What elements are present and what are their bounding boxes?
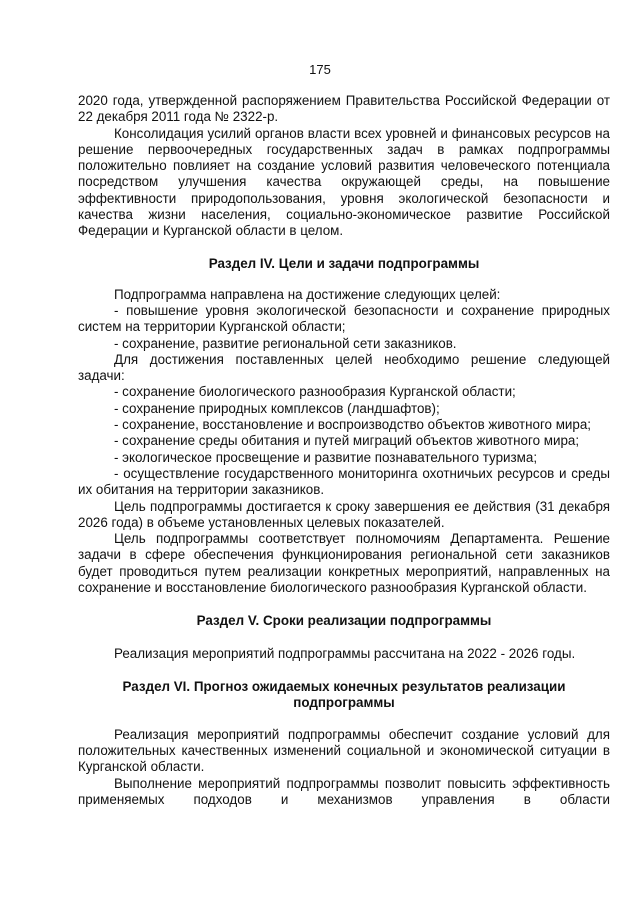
page-body [78,93,610,808]
paragraph-results: Реализация мероприятий подпрограммы обеспечит создание условий для положительных качественных изменений социальной и экономической ситуации в Курганской области. [78,726,610,775]
paragraph-intro-continuation: 2020 года, утвержденной распоряжением Правительства Российской Федерации от 22 декабря 2011 года № 2322-р. [78,93,610,125]
task-item-1: - сохранение биологического разнообразия Курганской области; [114,384,516,400]
section-6-heading-line-1: Раздел VI. Прогноз ожидаемых конечных результатов реализации [122,678,566,694]
paragraph-timeframe: Реализация мероприятий подпрограммы рассчитана на 2022 - 2026 годы. [114,646,576,662]
task-item-2: - сохранение природных комплексов (ландшафтов); [114,400,440,416]
tasks-intro: Для достижения поставленных целей необходимо решение следующей задачи: [78,351,610,384]
paragraph-consolidation: Консолидация усилий органов власти всех уровней и финансовых ресурсов на решение первоочередных государственных задач в рамках подпрограммы положительно повлияет на создание условий развития человеческого потенциала посредством улучшения качества окружающей среды, на повышение эффективности природопользования, уровня экологической безопасности и качества жизни населения, социально-экономическое развитие Российской Федерации и Курганской области в целом. [78,125,610,239]
task-item-3: - сохранение, восстановление и воспроизводство объектов животного мира; [114,417,592,433]
goal-item-2: - сохранение, развитие региональной сети заказников. [114,335,457,351]
section-5-heading: Раздел V. Сроки реализации подпрограммы [196,613,492,629]
section-6-heading [78,679,610,711]
goals-intro: Подпрограмма направлена на достижение следующих целей: [114,286,501,302]
task-item-4: - сохранение среды обитания и путей миграций объектов животного мира; [114,433,580,449]
section-4-heading: Раздел IV. Цели и задачи подпрограммы [208,255,480,271]
goal-item-1: - повышение уровня экологической безопасности и сохранение природных систем на территории Курганской области; [78,302,610,335]
task-item-6: - осуществление государственного мониторинга охотничьих ресурсов и среды их обитания на территории заказников. [78,465,610,498]
page-number: 175 [309,62,331,77]
paragraph-powers: Цель подпрограммы соответствует полномочиям Департамента. Решение задачи в сфере обеспечения функционирования региональной сети заказников будет проводиться путем реализации конкретных мероприятий, направленных на сохранение и восстановление биологического разнообразия Курганской области. [78,531,610,596]
paragraph-efficiency: Выполнение мероприятий подпрограммы позволит повысить эффективность применяемых подходов и механизмов управления в области [78,775,610,807]
paragraph-deadline: Цель подпрограммы достигается к сроку завершения ее действия (31 декабря 2026 года) в объеме установленных целевых показателей. [78,498,610,530]
section-6-heading-line-2: подпрограммы [293,694,395,710]
task-item-5: - экологическое просвещение и развитие познавательного туризма; [114,449,538,465]
